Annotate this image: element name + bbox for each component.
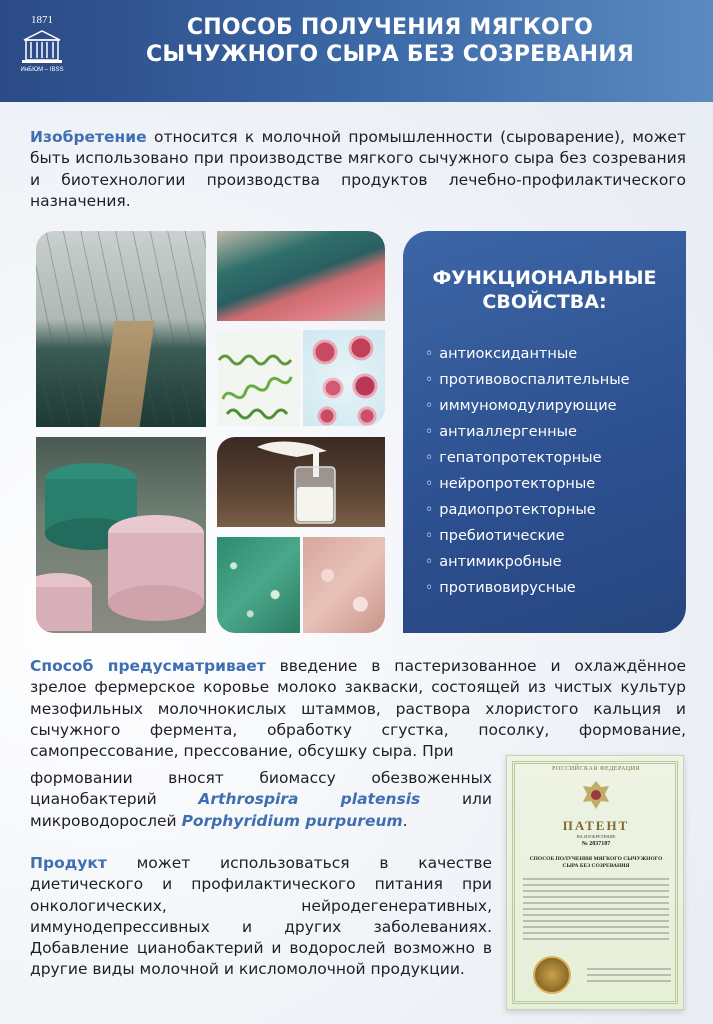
patent-subtitle: НА ИЗОБРЕТЕНИЕ [576, 834, 616, 839]
property-item: ◦ радиопротекторные [425, 497, 680, 523]
patent-invention-name: СПОСОБ ПОЛУЧЕНИЯ МЯГКОГО СЫЧУЖНОГО СЫРА БЕЗ СОЗРЕВАНИЯ [529, 856, 663, 869]
patent-signature-lines [587, 968, 671, 986]
title-line-2: СЫЧУЖНОГО СЫРА БЕЗ СОЗРЕВАНИЯ [146, 42, 634, 67]
logo-caption: ИнБЮМ – IBSS [20, 67, 64, 73]
spirulina-photo [217, 330, 300, 426]
property-item: ◦ антимикробные [425, 549, 680, 575]
cheese-photo [36, 437, 206, 633]
property-item: ◦ гепатопротекторные [425, 445, 680, 471]
properties-title [403, 266, 686, 314]
property-item: ◦ нейропротекторные [425, 471, 680, 497]
greenhouse-photo [36, 231, 206, 427]
patent-certificate-image [506, 755, 684, 1010]
functional-properties-panel [403, 231, 686, 633]
property-item: ◦ антиаллергенные [425, 419, 680, 445]
product-text: может использоваться в качестве диетического и профилактического питания при онкологических, нейродегенеративных, иммунодепрессивных и других заболеваниях. Добавление цианобактерий и водорослей возможно в другие виды молочной и кисломолочной продукции. [30, 854, 492, 979]
green-cheese-texture-photo [217, 537, 300, 633]
patent-body-lines [523, 878, 669, 944]
properties-list [425, 341, 680, 601]
method-text-narrow: формовании вносят биомассу обезвоженных цианобактерий [30, 769, 492, 809]
method-text-end: . [402, 811, 408, 830]
method-text-mid: или микроводорослей [30, 790, 493, 830]
institute-logo [16, 14, 68, 86]
porphyridium-photo [303, 330, 385, 426]
property-item: ◦ иммуномодулирующие [425, 393, 680, 419]
logo-year: 1871 [31, 14, 53, 26]
patent-seal-icon [533, 956, 571, 994]
property-item: ◦ противовоспалительные [425, 367, 680, 393]
milk-photo [217, 437, 385, 527]
properties-title-line-2: СВОЙСТВА: [482, 291, 607, 313]
title-line-1: СПОСОБ ПОЛУЧЕНИЯ МЯГКОГО [186, 15, 594, 40]
intro-text: относится к молочной промышленности (сыроварение), может быть использовано при производстве мягкого сычужного сыра без созревания и биотехнологии производства продуктов лечебно-профилактического назначения. [30, 128, 686, 210]
patent-country: РОССИЙСКАЯ ФЕДЕРАЦИЯ [551, 766, 641, 772]
method-paragraph-narrow [30, 768, 492, 832]
pink-cheese-texture-photo [303, 537, 385, 633]
patent-number: № 2837187 [581, 841, 611, 847]
properties-title-line-1: ФУНКЦИОНАЛЬНЫЕ [432, 267, 657, 289]
page-title [90, 14, 690, 68]
intro-paragraph [30, 127, 686, 212]
species-arthrospira: Arthrospira platensis [198, 790, 421, 809]
species-porphyridium: Porphyridium purpureum [181, 811, 403, 830]
intro-lead: Изобретение [30, 128, 147, 146]
patent-word: ПАТЕНТ [562, 818, 630, 833]
method-lead: Способ предусматривает [30, 657, 266, 675]
method-paragraph-full [30, 656, 686, 762]
header-banner [0, 0, 713, 102]
method-text: введение в пастеризованное и охлаждённое зрелое фермерское коровье молоко закваски, состоящей из чистых культур мезофильных молочнокислых штаммов, раствора хлористого кальция и сычужного фермента, обработку сгустка, посолку, формование, самопрессование, прессование, обсушку сыра. При [30, 657, 686, 761]
property-item: ◦ антиоксидантные [425, 341, 680, 367]
property-item: ◦ противовирусные [425, 575, 680, 601]
product-lead: Продукт [30, 854, 107, 872]
product-paragraph [30, 853, 492, 981]
pools-photo [217, 231, 385, 321]
property-item: ◦ пребиотические [425, 523, 680, 549]
coat-of-arms-icon [579, 778, 613, 812]
building-icon [20, 28, 64, 64]
